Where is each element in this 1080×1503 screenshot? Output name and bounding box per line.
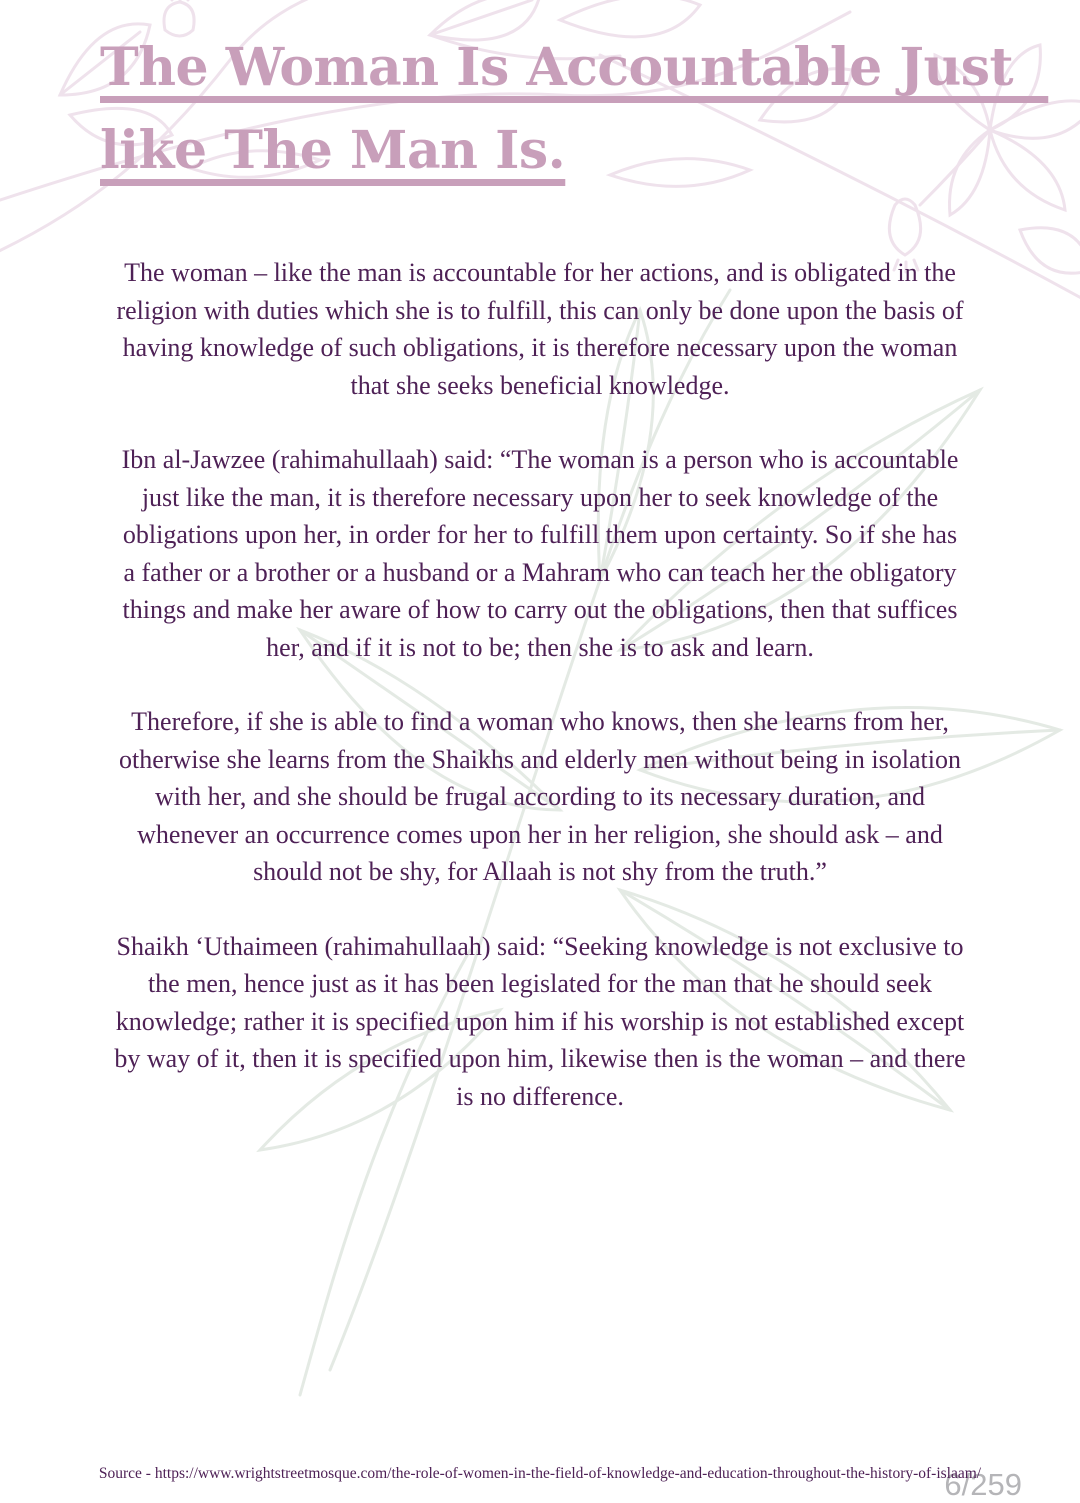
source-link[interactable]: Source - https://www.wrightstreetmosque.com/the-role-of-women-in-the-field-of-knowledge-and-education-throughout-the-history-of-islaam/	[98, 1465, 982, 1482]
paragraph-quote-continuation: Therefore, if she is able to find a woman who knows, then she learns from her, otherwise she learns from the Shaikhs and elderly men without being in isolation with her, and she should be frugal according to its necessary duration, and whenever an occurrence comes upon her in her religion, she should ask – and should not be shy, for Allaah is not shy from the truth.”	[119, 707, 961, 886]
page-number: 6/259	[944, 1467, 1022, 1502]
paragraph-ibn-al-jawzee-quote: Ibn al-Jawzee (rahimahullaah) said: “The woman is a person who is accountable just like the man, it is therefore necessary upon her to seek knowledge of the obligations upon her, in order for her to fulfill them upon certainty. So if she has a father or a brother or a husband or a Mahram who can teach her the obligatory things and make her aware of how to carry out the obligations, then that suffices her, and if it is not to be; then she is to ask and learn.	[121, 445, 959, 662]
page-title	[0, 0, 1080, 192]
paragraph-intro: The woman – like the man is accountable for her actions, and is obligated in the religion with duties which she is to fulfill, this can only be done upon the basis of having knowledge of such obligations, it is therefore necessary upon the woman that she seeks beneficial knowledge.	[116, 258, 964, 400]
page-title-line-2: like The Man Is.	[100, 120, 566, 181]
article-body	[114, 254, 966, 1115]
paragraph-shaikh-uthaimeen-quote: Shaikh ‘Uthaimeen (rahimahullaah) said: “Seeking knowledge is not exclusive to the men, hence just as it has been legislated for the man that he should seek knowledge; rather it is specified upon him if his worship is not established except by way of it, then it is specified upon him, likewise then is the woman – and there is no difference.	[114, 931, 966, 1111]
page-title-line-1: The Woman Is Accountable Just	[100, 37, 1049, 98]
